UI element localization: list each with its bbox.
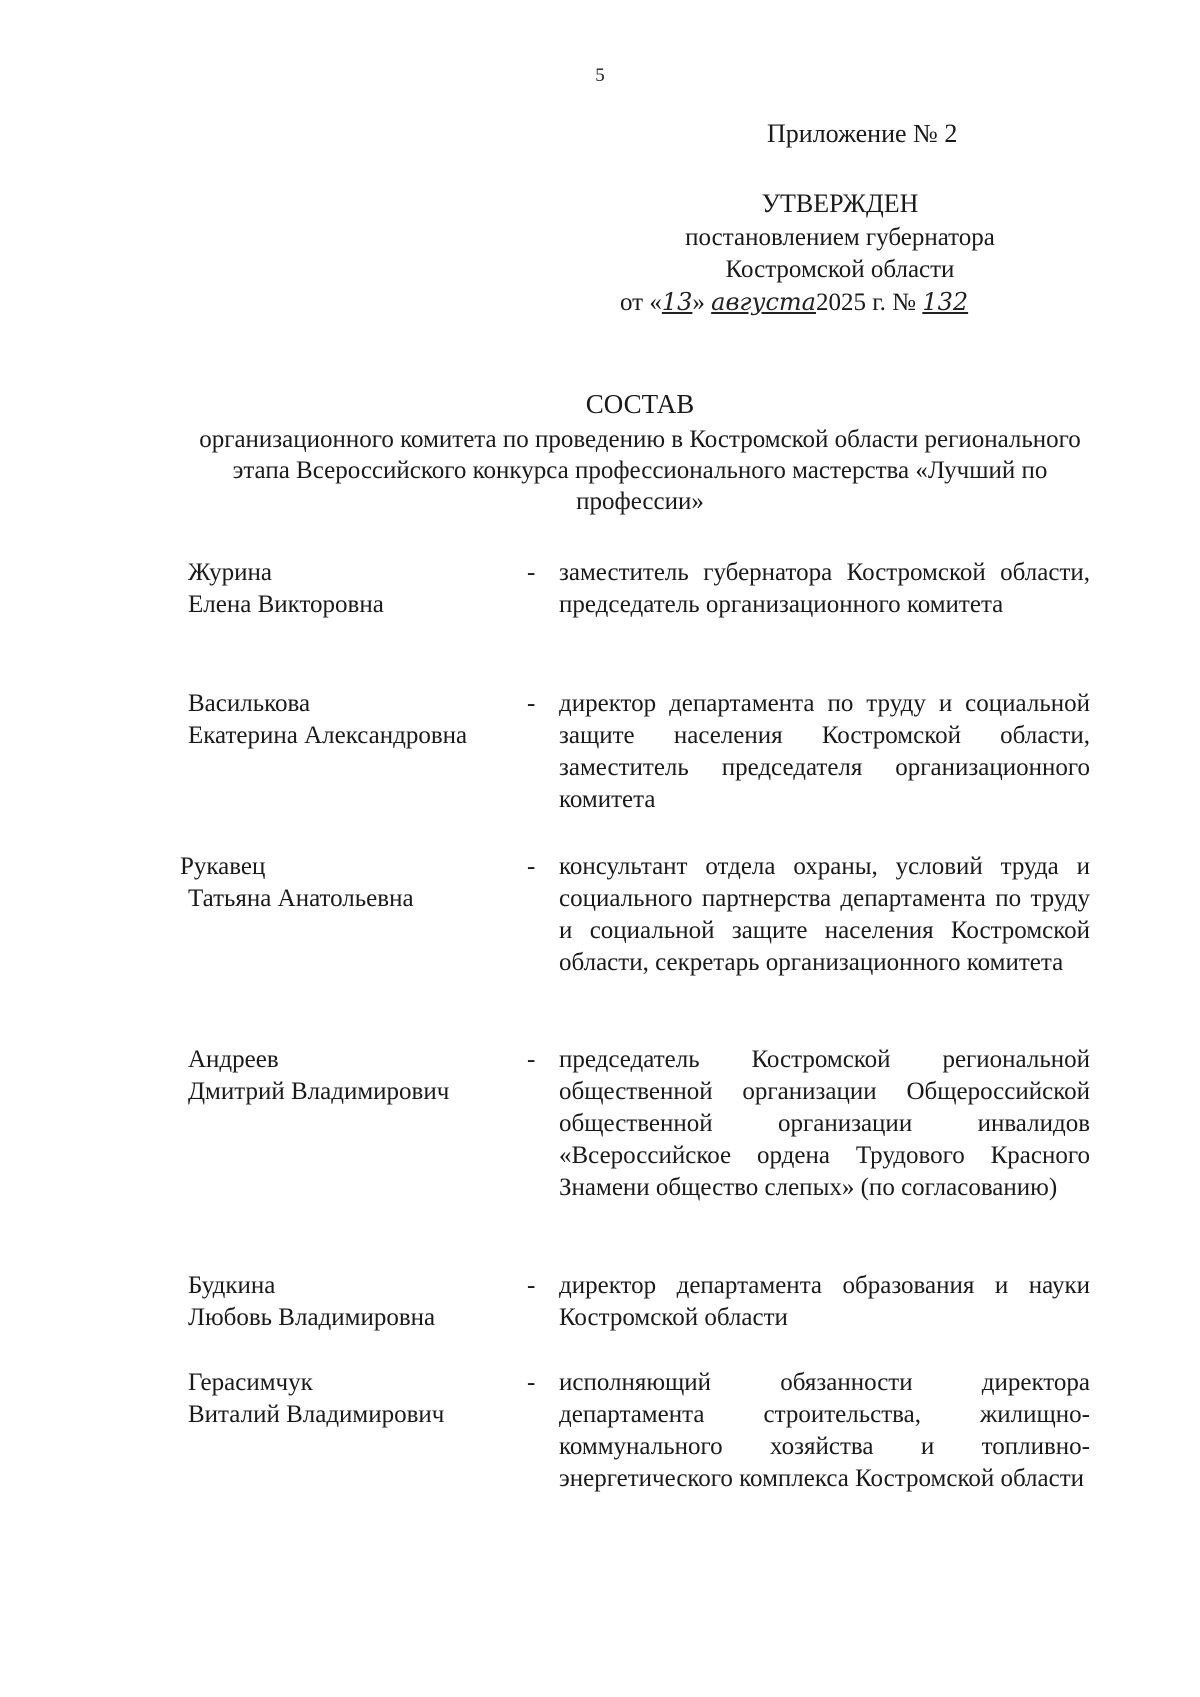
member-role: директор департамента по труду и социальной защите населения Костромской области, заместитель председателя организационного комитета — [559, 690, 1090, 813]
decree-date — [620, 286, 968, 319]
document-title: СОСТАВ — [585, 389, 695, 419]
member-role: председатель Костромской региональной общественной организации Общероссийской общественной организации инвалидов «Всероссийское ордена Трудового Красного Знамени общество слепых» (по согласованию) — [559, 1046, 1090, 1201]
member-given-name: Татьяна Анатольевна — [188, 885, 414, 912]
member-surname: Андреев — [188, 1046, 279, 1073]
member-dash: - — [527, 853, 536, 880]
date-day-handwritten: 13 — [661, 288, 693, 316]
decree-region: Костромской области — [725, 256, 955, 283]
member-role: директор департамента образования и науки Костромской области — [559, 1272, 1090, 1331]
date-prefix: от « — [620, 289, 662, 316]
approved-stamp-text: УТВЕРЖДЕН — [761, 189, 919, 218]
member-name — [188, 557, 498, 621]
member-given-name: Елена Викторовна — [188, 591, 384, 618]
date-mid: » — [692, 289, 705, 316]
member-name — [188, 1367, 498, 1431]
member-given-name: Дмитрий Владимирович — [188, 1078, 450, 1105]
member-dash: - — [527, 1272, 536, 1299]
decree-number-handwritten: 132 — [922, 288, 969, 316]
member-name — [188, 688, 498, 752]
member-given-name: Любовь Владимировна — [188, 1304, 436, 1331]
member-dash: - — [527, 690, 536, 717]
member-given-name: Виталий Владимирович — [188, 1401, 445, 1428]
decree-label: постановлением губернатора — [685, 224, 995, 251]
date-year: 2025 г. № — [816, 289, 917, 316]
member-dash: - — [527, 559, 536, 586]
member-name — [188, 1270, 498, 1334]
member-dash: - — [527, 1369, 536, 1396]
date-month-handwritten: августа — [711, 288, 816, 316]
document-subtitle: организационного комитета по проведению в Костромской области регионального этапа Всероссийского конкурса профессионального мастерства «Лучший по профессии» — [199, 426, 1081, 515]
member-given-name: Екатерина Александровна — [188, 722, 468, 749]
member-role: исполняющий обязанности директора департамента строительства, жилищно-коммунального хозяйства и топливно-энергетического комплекса Костромской области — [559, 1369, 1090, 1492]
member-dash: - — [527, 1046, 536, 1073]
member-surname: Василькова — [188, 690, 311, 717]
member-name — [180, 851, 490, 915]
page-number: 5 — [595, 65, 605, 86]
appendix-label: Приложение № 2 — [767, 119, 958, 148]
member-surname: Будкина — [188, 1272, 276, 1299]
member-surname: Герасимчук — [188, 1369, 313, 1396]
member-role: консультант отдела охраны, условий труда и социального партнерства департамента по труду и социальной защите населения Костромской области, секретарь организационного комитета — [559, 853, 1090, 976]
member-surname: Рукавец — [180, 853, 266, 880]
member-surname: Журина — [188, 559, 273, 586]
member-name — [188, 1044, 498, 1108]
member-role: заместитель губернатора Костромской области, председатель организационного комитета — [559, 559, 1090, 618]
